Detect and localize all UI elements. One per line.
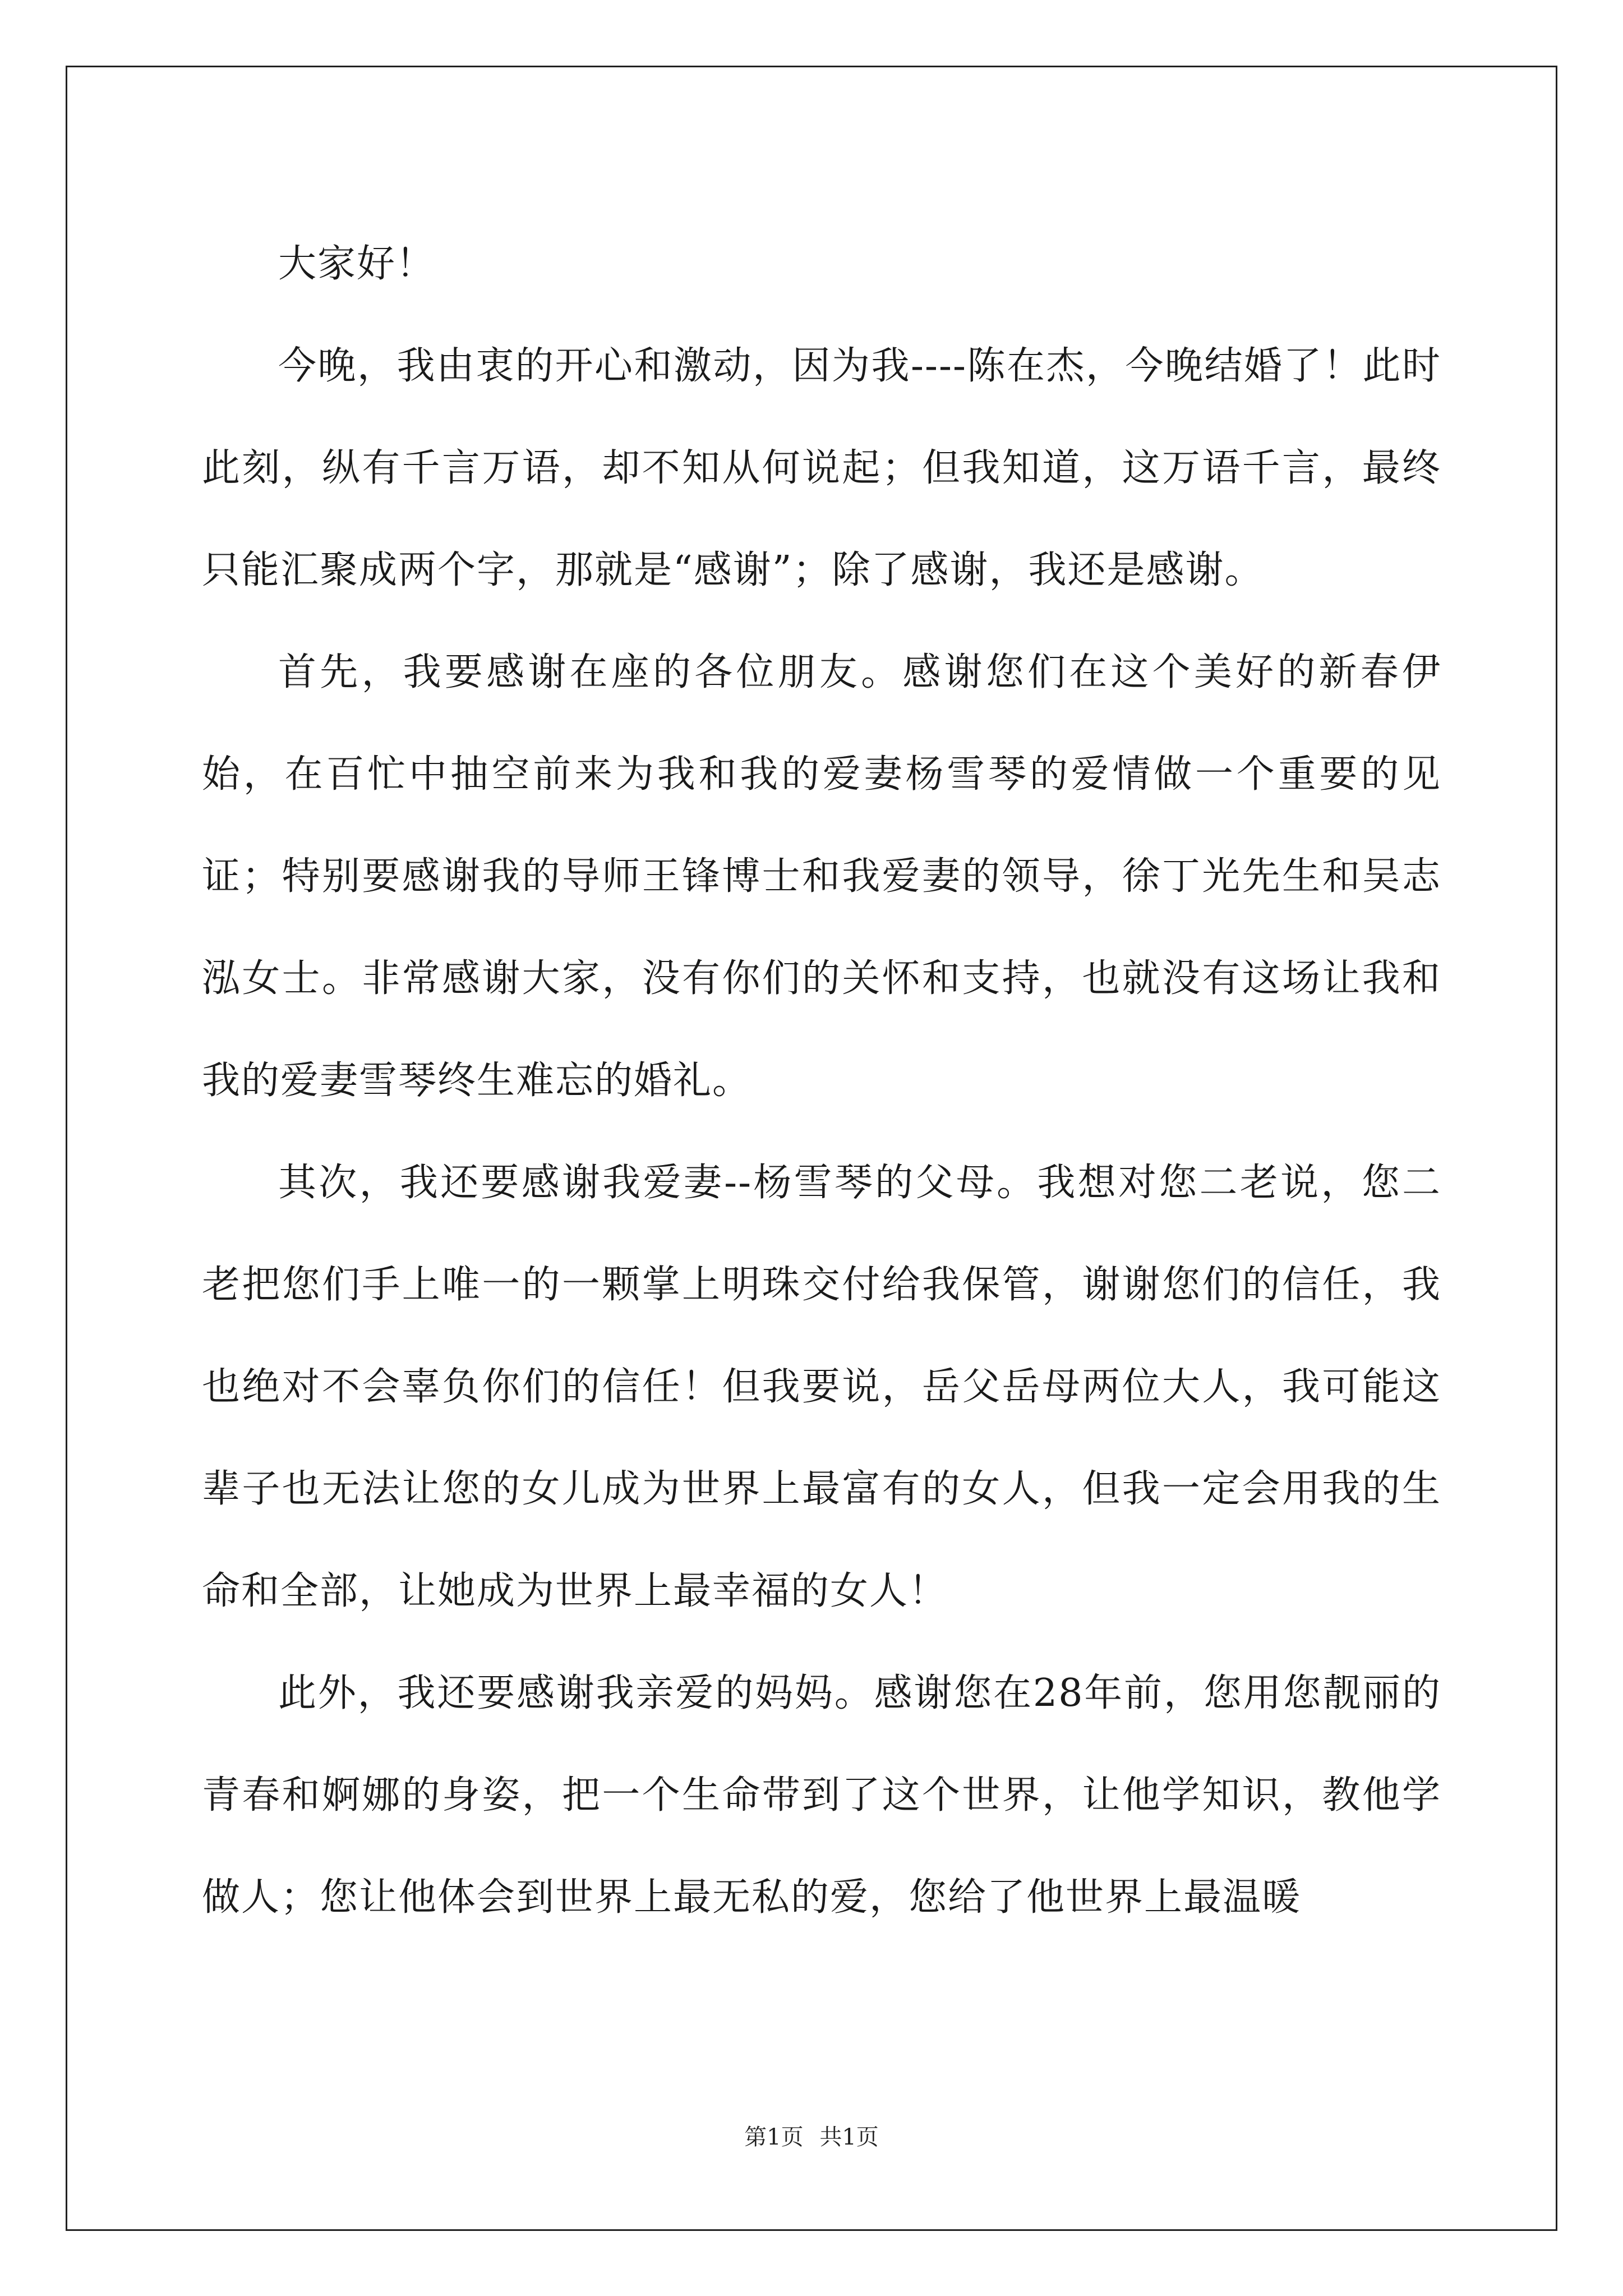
page-number-current: 第1页 [744,2124,804,2150]
paragraph-thanks-mother: 此外，我还要感谢我亲爱的妈妈。感谢您在28年前，您用您靓丽的青春和婀娜的身姿，把一个生命带到了这个世界，让他学知识，教他学做人；您让他体会到世界上最无私的爱，您给了他世界上最温暖 [202,1671,1441,1920]
document-body [202,213,1441,1949]
page-footer [0,2119,1623,2151]
paragraph-opening: 今晚，我由衷的开心和激动，因为我----陈在杰，今晚结婚了！此时此刻，纵有千言万语，却不知从何说起；但我知道，这万语千言，最终只能汇聚成两个字，那就是“感谢”；除了感谢，我还是感谢。 [202,344,1441,592]
paragraph-thanks-friends: 首先，我要感谢在座的各位朋友。感谢您们在这个美好的新春伊始，在百忙中抽空前来为我和我的爱妻杨雪琴的爱情做一个重要的见证；特别要感谢我的导师王锋博士和我爱妻的领导，徐丁光先生和吴志泓女士。非常感谢大家，没有你们的关怀和支持，也就没有这场让我和我的爱妻雪琴终生难忘的婚礼。 [202,650,1441,1103]
paragraph-thanks-parents-in-law: 其次，我还要感谢我爱妻--杨雪琴的父母。我想对您二老说，您二老把您们手上唯一的一颗掌上明珠交付给我保管，谢谢您们的信任，我也绝对不会辜负你们的信任！但我要说，岳父岳母两位大人，我可能这辈子也无法让您的女儿成为世界上最富有的女人，但我一定会用我的生命和全部，让她成为世界上最幸福的女人！ [202,1161,1441,1613]
page-number-total: 共1页 [819,2124,879,2150]
paragraph-greeting: 大家好！ [278,242,436,286]
